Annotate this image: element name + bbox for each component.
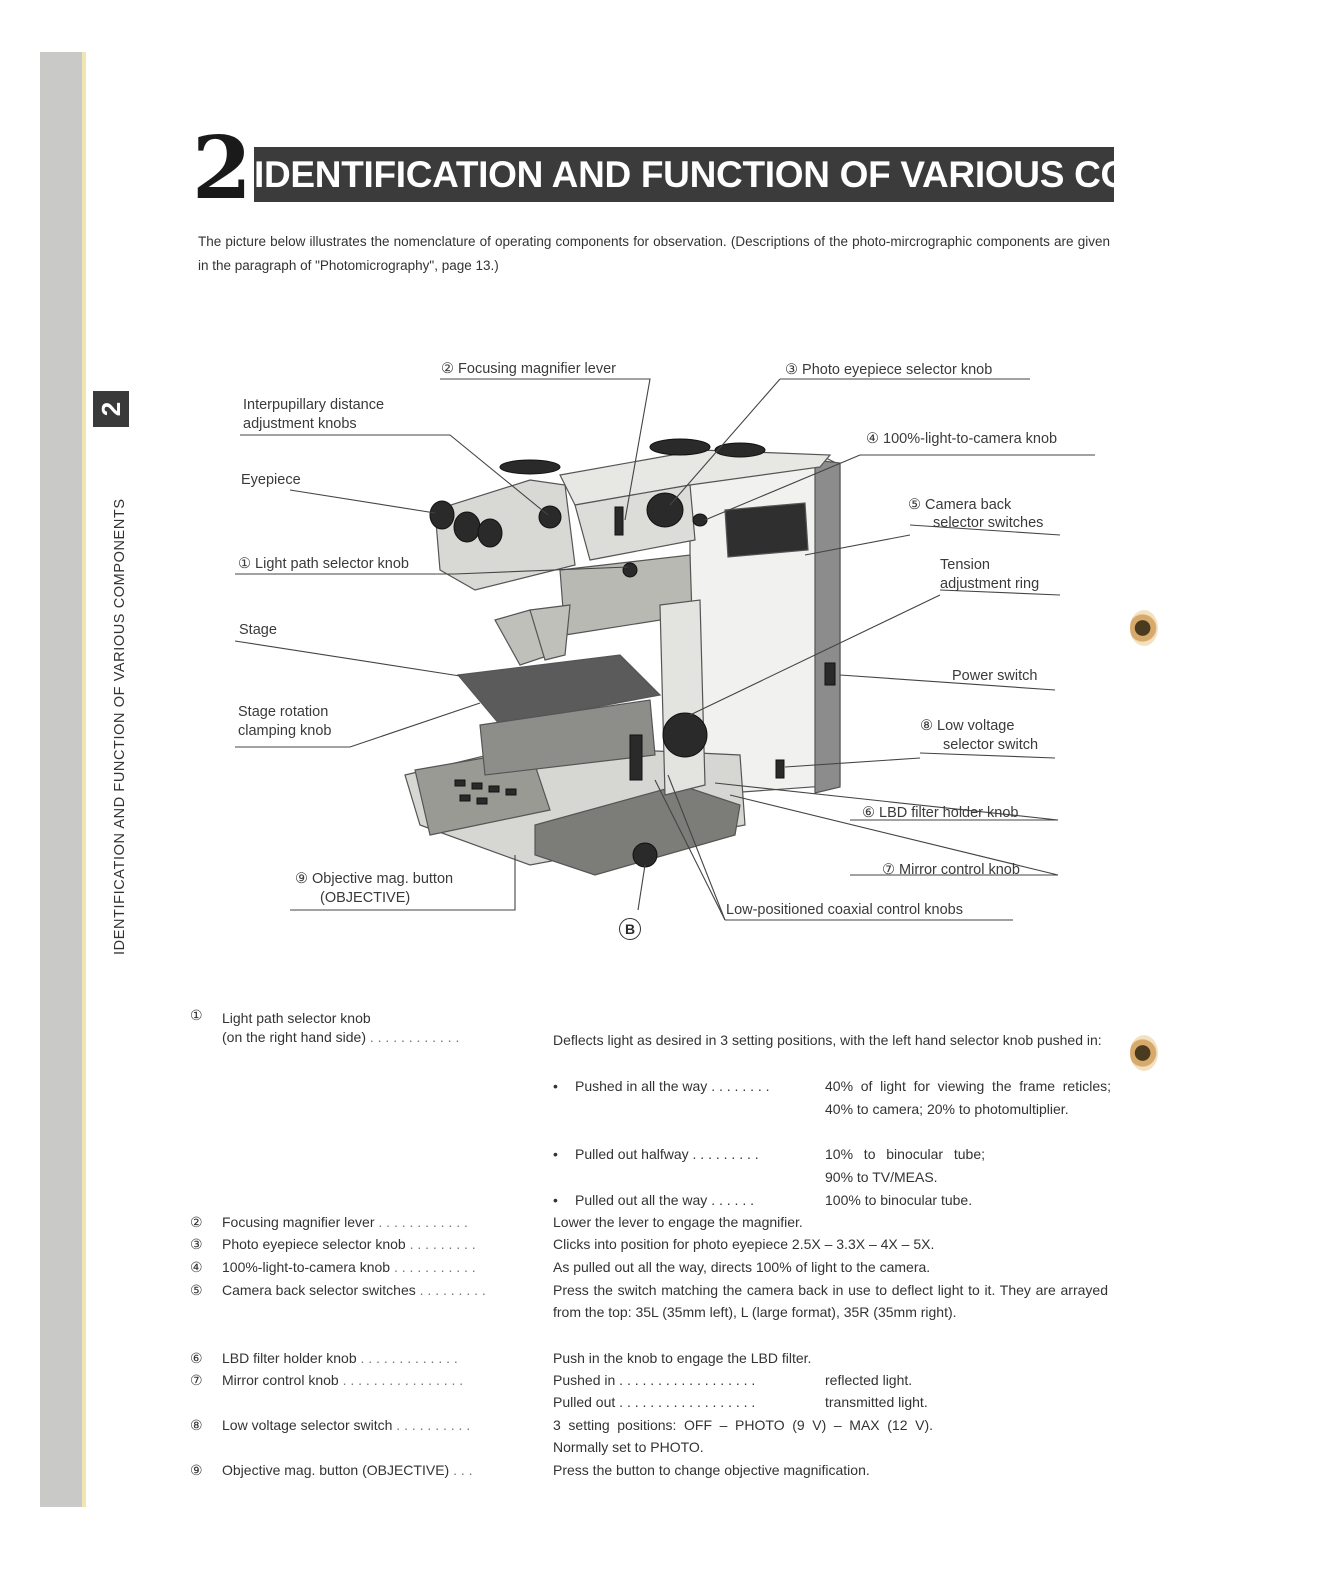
- chapter-tab-number: 2: [93, 391, 129, 427]
- bullet-value: 100% to binocular tube.: [825, 1192, 973, 1208]
- binder-hole: [1130, 610, 1158, 646]
- label-tension-2: adjustment ring: [940, 576, 1040, 592]
- label-camera-back-1: ⑤ Camera back: [908, 497, 1012, 513]
- label-low-voltage-1: ⑧ Low voltage: [920, 718, 1015, 734]
- bullet-value: 40% of light for viewing the frame reticles; 40% to camera; 20% to photomultiplier.: [825, 1078, 1111, 1117]
- item-term: Light path selector knob: [222, 1010, 371, 1026]
- intro-paragraph: The picture below illustrates the nomenclature of operating components for observation. (Descriptions of the photo-mircrographic components are given in the paragraph of "Photomicrography", page 13.): [198, 234, 1110, 273]
- label-light-path-selector-knob: ① Light path selector knob: [238, 556, 409, 572]
- spine-edge: [82, 52, 86, 1507]
- label-objective-1: ⑨ Objective mag. button: [295, 871, 454, 887]
- bullet-value: 10% to binocular tube; 90% to TV/MEAS.: [825, 1146, 985, 1185]
- binder-hole: [1130, 1035, 1158, 1071]
- chapter-number: 2: [192, 118, 252, 219]
- label-objective-2: (OBJECTIVE): [320, 890, 411, 906]
- label-lbd-filter-holder-knob: ⑥ LBD filter holder knob: [862, 805, 1019, 821]
- label-photo-eyepiece-selector-knob: ③ Photo eyepiece selector knob: [785, 362, 993, 378]
- binding-spine: [40, 52, 82, 1507]
- label-stage-rotation-2: clamping knob: [238, 723, 332, 739]
- item-number: ①: [190, 1007, 203, 1023]
- label-stage-rotation-1: Stage rotation: [238, 704, 329, 720]
- marker-b: B: [619, 918, 641, 940]
- chapter-side-title: IDENTIFICATION AND FUNCTION OF VARIOUS COMPONENTS: [112, 498, 128, 955]
- item-term-cont: (on the right hand side) . . . . . . . . . . . .: [222, 1029, 460, 1045]
- label-camera-back-2: selector switches: [933, 515, 1044, 531]
- label-interpupillary-2: adjustment knobs: [243, 416, 357, 432]
- label-interpupillary-1: Interpupillary distance: [243, 397, 385, 413]
- label-coaxial-control-knobs: Low-positioned coaxial control knobs: [726, 902, 963, 918]
- chapter-title: IDENTIFICATION AND FUNCTION OF VARIOUS COMPONENTS: [254, 147, 1114, 202]
- label-tension-1: Tension: [940, 557, 990, 573]
- label-low-voltage-2: selector switch: [943, 737, 1039, 753]
- label-eyepiece: Eyepiece: [241, 472, 301, 488]
- label-stage: Stage: [239, 622, 277, 638]
- label-light-to-camera-knob: ④ 100%-light-to-camera knob: [866, 431, 1058, 447]
- label-focusing-magnifier-lever: ② Focusing magnifier lever: [441, 361, 616, 377]
- label-mirror-control-knob: ⑦ Mirror control knob: [882, 862, 1020, 878]
- label-power-switch: Power switch: [952, 668, 1038, 684]
- item-definition: Deflects light as desired in 3 setting positions, with the left hand selector knob pushed in:: [553, 1032, 1102, 1048]
